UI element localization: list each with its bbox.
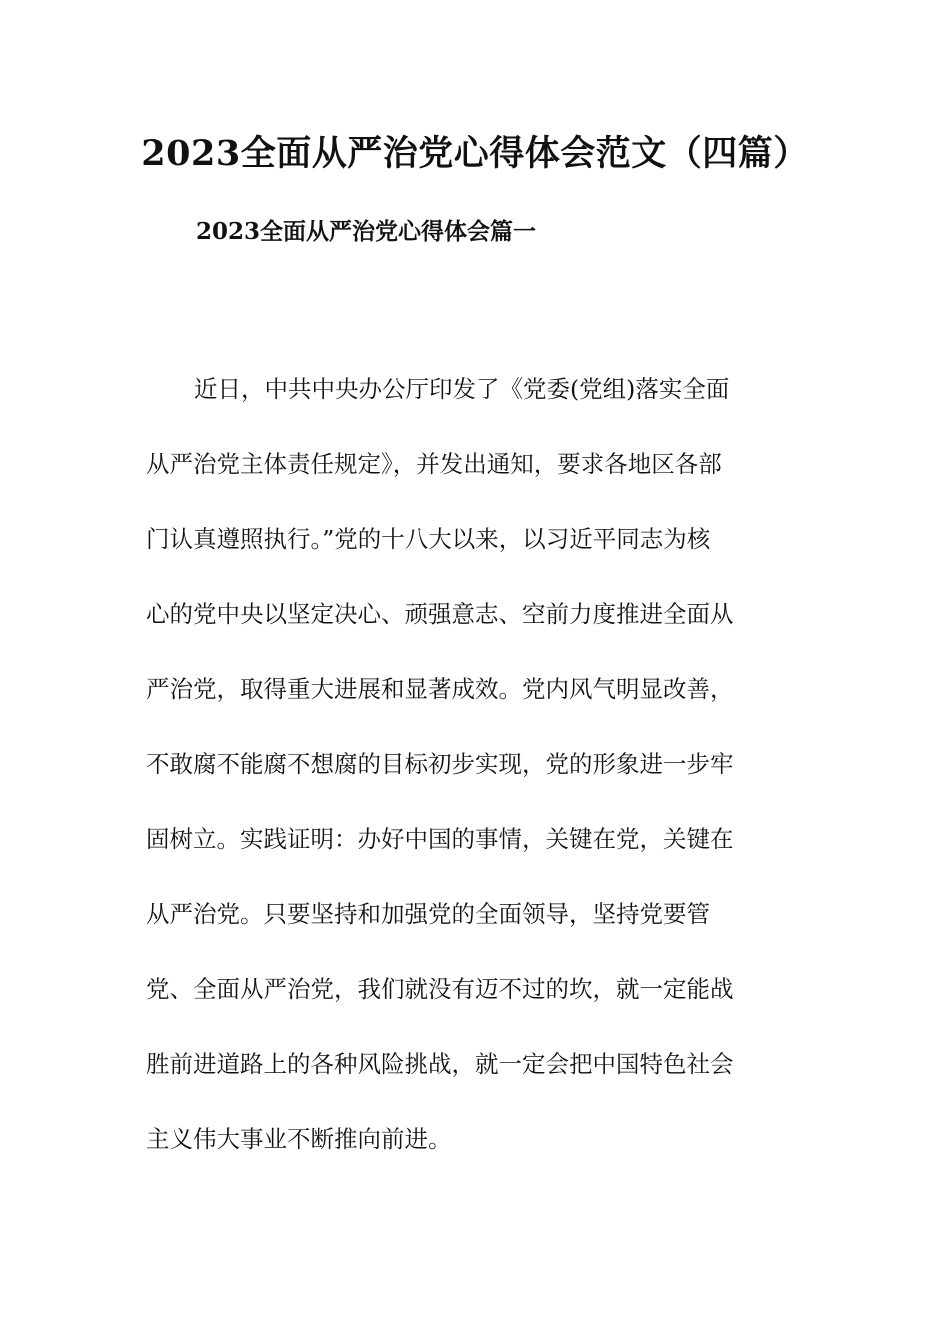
paragraph-line: 不敢腐不能腐不想腐的目标初步实现，党的形象进一步牢 xyxy=(146,750,734,778)
document-title: 2023全面从严治党心得体会范文（四篇） xyxy=(141,133,809,174)
paragraph-line: 从严治党。只要坚持和加强党的全面领导，坚持党要管 xyxy=(146,900,710,928)
paragraph-line: 固树立。实践证明：办好中国的事情，关键在党，关键在 xyxy=(146,825,734,853)
paragraph-line: 党、全面从严治党，我们就没有迈不过的坎，就一定能战 xyxy=(146,975,734,1003)
paragraph-line: 胜前进道路上的各种风险挑战，就一定会把中国特色社会 xyxy=(146,1050,734,1078)
section-heading: 2023全面从严治党心得体会篇一 xyxy=(196,218,537,245)
body-paragraph xyxy=(146,364,786,1189)
paragraph-line: 心的党中央以坚定决心、顽强意志、空前力度推进全面从 xyxy=(146,600,734,628)
paragraph-line: 从严治党主体责任规定》，并发出通知，要求各地区各部 xyxy=(146,450,722,478)
paragraph-line: 近日，中共中央办公厅印发了《党委(党组)落实全面 xyxy=(194,375,730,403)
paragraph-line: 门认真遵照执行。”党的十八大以来，以习近平同志为核 xyxy=(146,525,711,553)
paragraph-line: 主义伟大事业不断推向前进。 xyxy=(146,1125,452,1153)
paragraph-line: 严治党，取得重大进展和显著成效。党内风气明显改善， xyxy=(146,675,734,703)
